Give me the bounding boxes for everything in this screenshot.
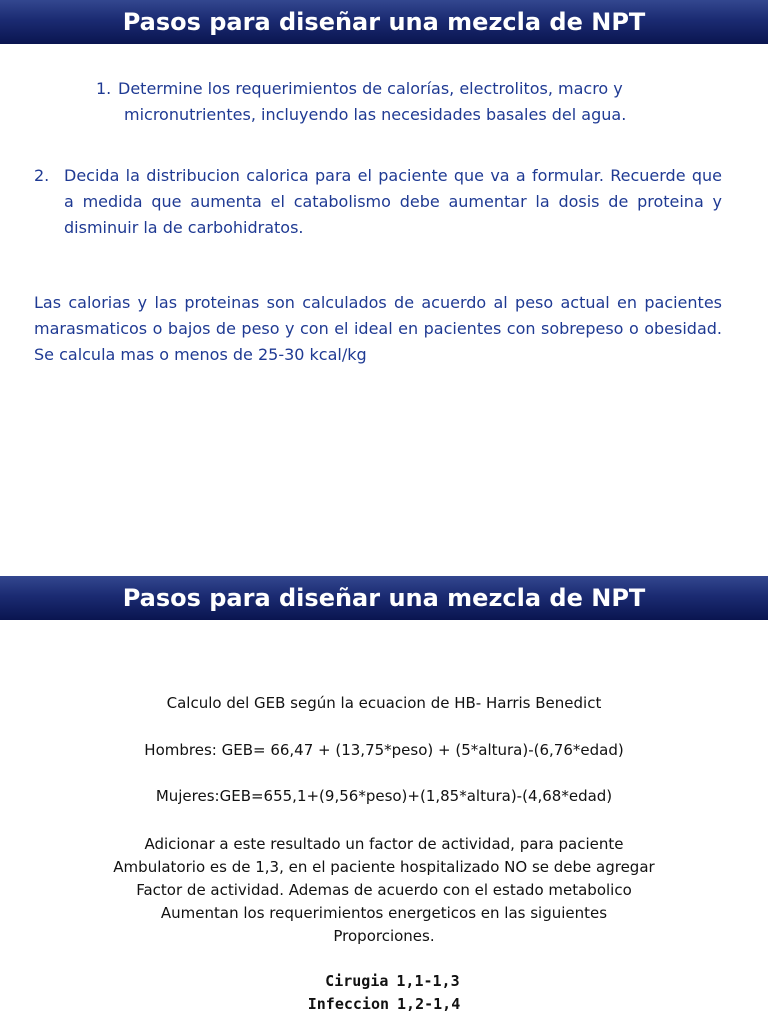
activity-line: Factor de actividad. Ademas de acuerdo con el estado metabolico [136,881,632,899]
slide-2 [0,576,768,1024]
step-1-line-1: Determine los requerimientos de calorías, electrolitos, macro y [118,79,623,98]
factor-row [0,970,768,993]
step-1-line-2: micronutrientes, incluyendo las necesidades basales del agua. [124,105,627,124]
step-2-text: Decida la distribucion calorica para el paciente que va a formular. Recuerde que a medida que aumenta el catabolismo debe aumentar la dosis de proteina y disminuir la de carbohidratos. [64,166,722,237]
factor-value: 1,1-1,3 [396,972,460,990]
geb-heading: Calculo del GEB según la ecuacion de HB- Harris Benedict [166,694,602,712]
slide-title: Pasos para diseñar una mezcla de NPT [122,584,646,612]
calories-paragraph: Las calorias y las proteinas son calculados de acuerdo al peso actual en pacientes marasmaticos o bajos de peso y con el ideal en pacientes con sobrepeso o obesidad. Se calcula mas o menos de 25-30 kcal/kg [34,293,722,364]
activity-factor-text [0,833,768,948]
step-number: 1. [96,79,112,98]
women-formula: Mujeres:GEB=655,1+(9,56*peso)+(1,85*altura)-(4,68*edad) [155,787,613,805]
factor-name: Infeccion [307,995,390,1013]
activity-line: Aumentan los requerimientos energeticos en las siguientes [160,904,608,922]
slide-title-bar [0,0,768,44]
slide-title-bar [0,576,768,620]
factor-name: Cirugia [325,972,389,990]
slide-title: Pasos para diseñar una mezcla de NPT [122,8,646,36]
factor-row [0,993,768,1016]
activity-line: Adicionar a este resultado un factor de actividad, para paciente [144,835,624,853]
men-formula: Hombres: GEB= 66,47 + (13,75*peso) + (5*altura)-(6,76*edad) [144,741,624,759]
step-1 [96,76,686,128]
factor-value: 1,2-1,4 [397,995,461,1013]
step-number: 2. [34,166,50,185]
metabolic-factors-list [0,970,768,1016]
activity-line: Proporciones. [333,927,435,945]
step-2 [34,163,722,241]
slide-separator [0,560,768,576]
activity-line: Ambulatorio es de 1,3, en el paciente hospitalizado NO se debe agregar [113,858,655,876]
